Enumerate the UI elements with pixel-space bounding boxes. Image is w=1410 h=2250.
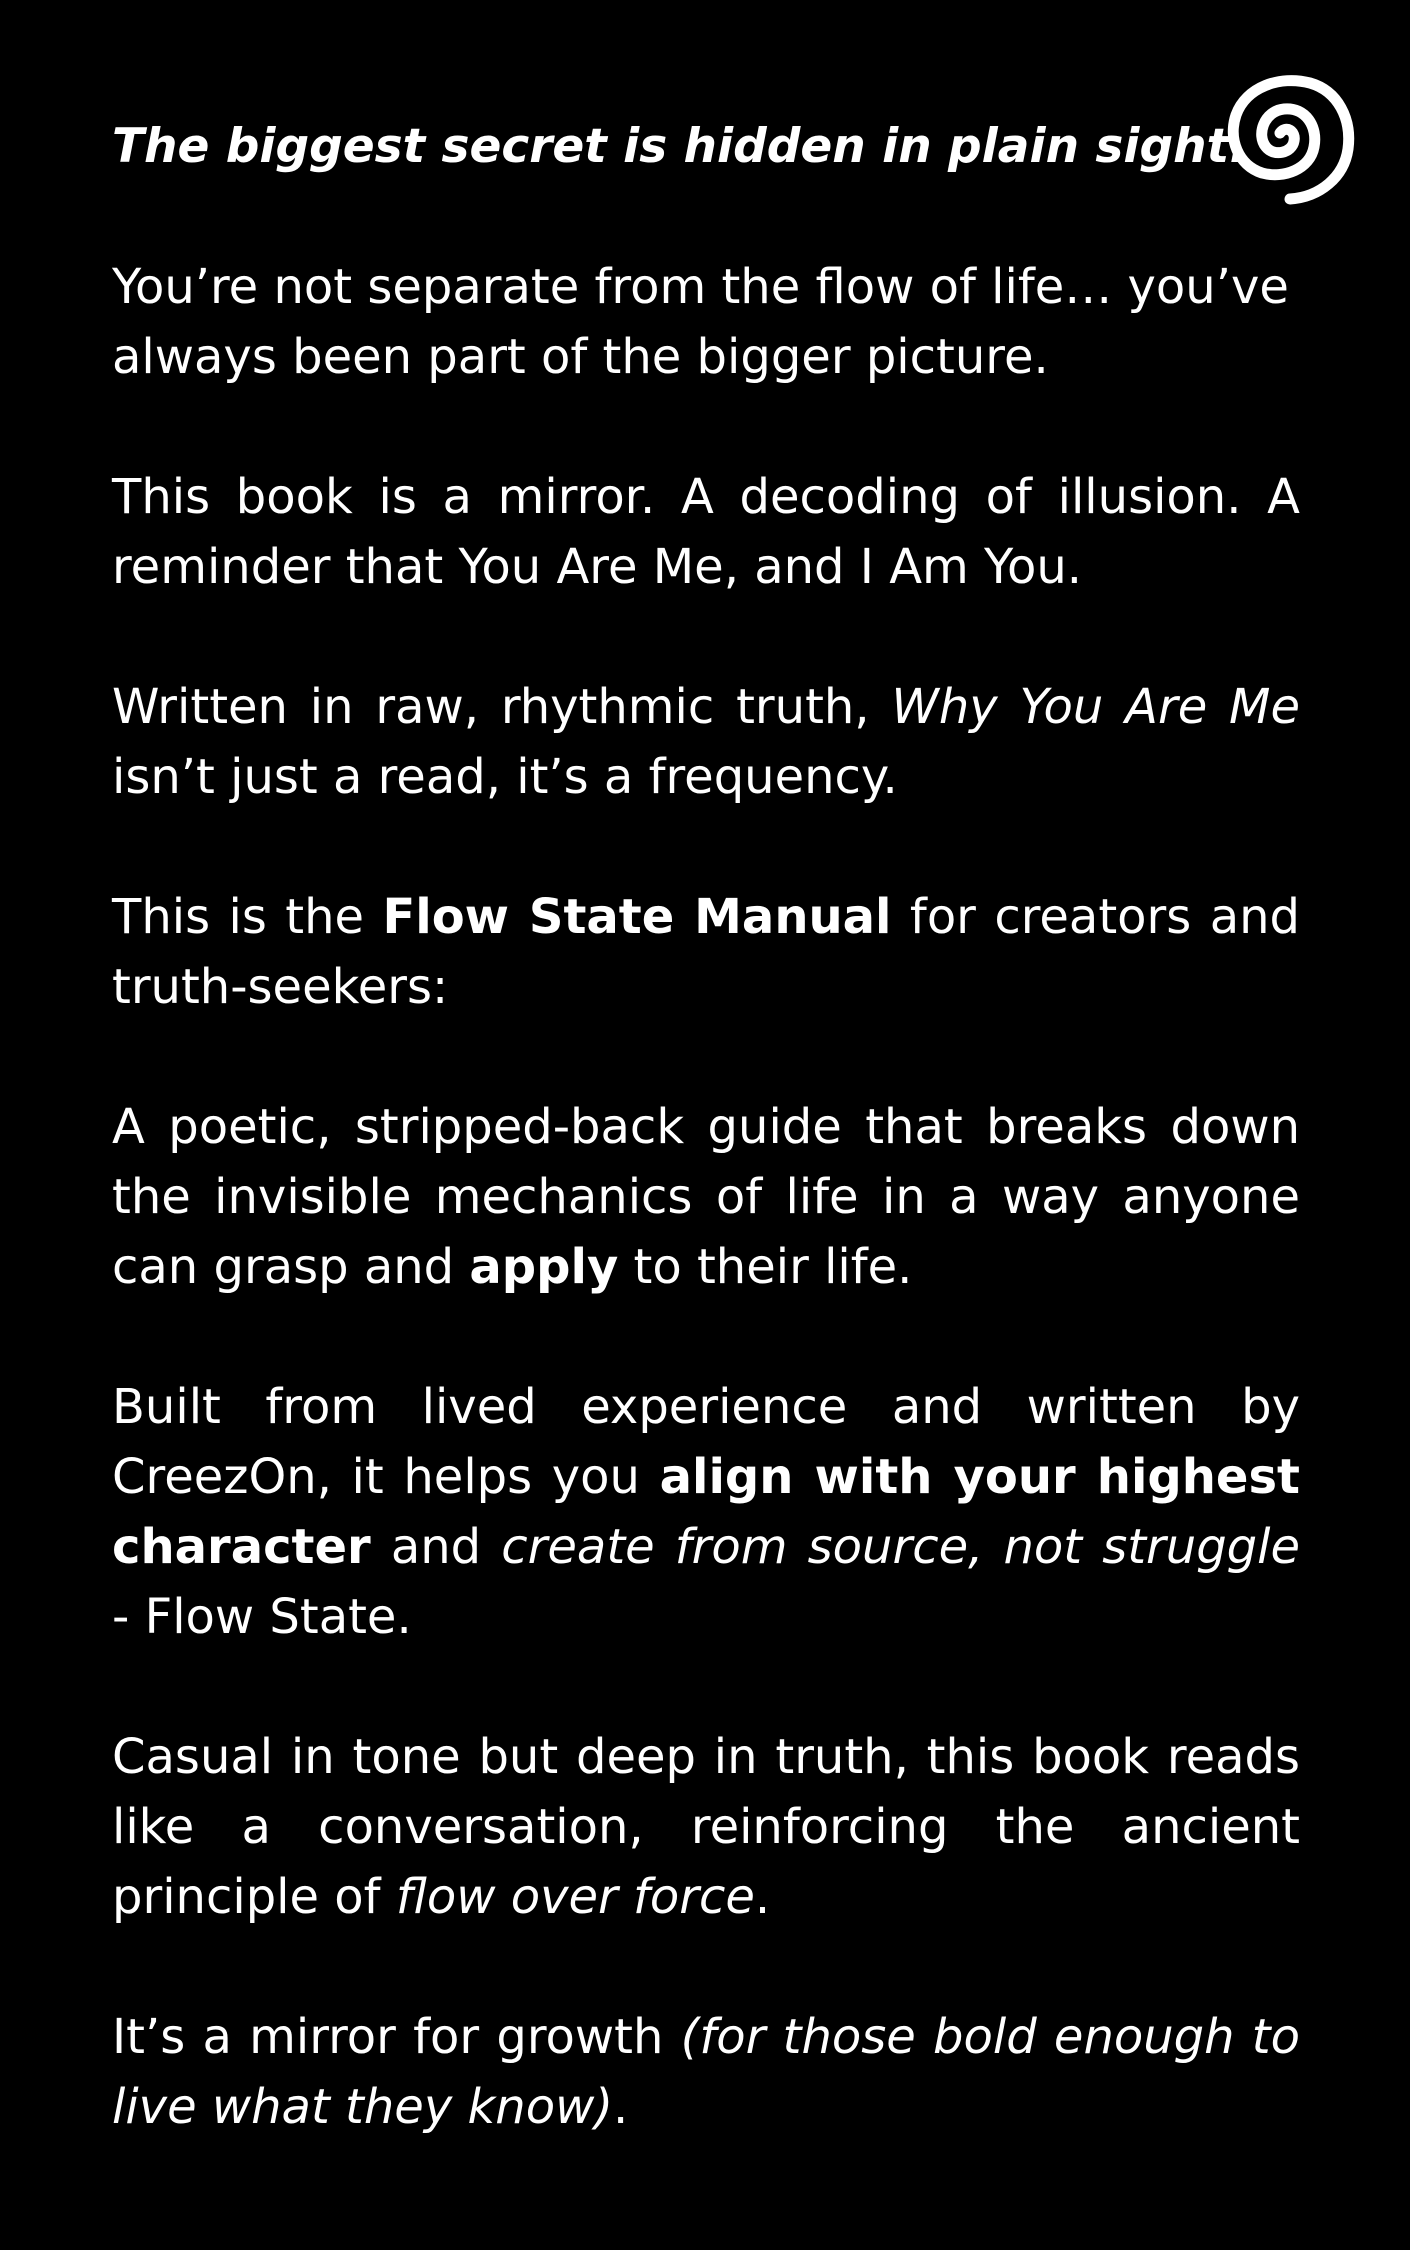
- bold-phrase: apply: [469, 1239, 619, 1295]
- text-run: isn’t just a read, it’s a frequency.: [112, 749, 898, 805]
- paragraph-flow-state-manual: [112, 882, 1300, 1022]
- bold-phrase: align with your highest character: [112, 1449, 1301, 1575]
- text-run: and: [370, 1519, 502, 1575]
- book-title: Why You Are Me: [891, 679, 1300, 735]
- text-run: Built from lived experience and written by CreezOn, it helps you: [112, 1379, 1300, 1505]
- blurb-content: [112, 112, 1300, 2212]
- text-run: .: [754, 1869, 771, 1925]
- paragraph-written-in-raw: [112, 672, 1300, 812]
- bold-phrase: Flow State Manual: [382, 889, 892, 945]
- italic-phrase: (for those bold enough to live what they know): [112, 2009, 1300, 2135]
- text-run: This is the: [112, 889, 383, 945]
- paragraph-casual-tone: [112, 1722, 1300, 1932]
- italic-phrase: flow over force: [395, 1869, 755, 1925]
- italic-phrase: create from source, not struggle: [501, 1519, 1300, 1575]
- text-run: - Flow State.: [112, 1589, 412, 1645]
- text-run: for creators and truth-seekers:: [112, 889, 1300, 1015]
- paragraph-mirror: [112, 462, 1300, 602]
- text-run: It’s a mirror for growth: [112, 2009, 681, 2065]
- tagline: The biggest secret is hidden in plain sight.: [112, 119, 1247, 174]
- paragraph-mirror-text: This book is a mirror. A decoding of illusion. A reminder that You Are Me, and I Am You.: [112, 469, 1300, 595]
- text-run: A poetic, stripped-back guide that breaks down the invisible mechanics of life in a way anyone can grasp and: [112, 1099, 1300, 1295]
- text-run: to their life.: [618, 1239, 913, 1295]
- paragraph-poetic-guide: [112, 1092, 1300, 1302]
- text-run: Casual in tone but deep in truth, this book reads like a conversation, reinforcing the ancient principle of: [112, 1729, 1300, 1925]
- paragraph-mirror-for-growth: [112, 2002, 1300, 2142]
- text-run: .: [613, 2079, 629, 2135]
- paragraph-flow-of-life: You’re not separate from the flow of life… you’ve always been part of the bigger picture.: [112, 259, 1289, 385]
- text-run: Written in raw, rhythmic truth,: [112, 679, 892, 735]
- paragraph-lived-experience: [112, 1372, 1300, 1652]
